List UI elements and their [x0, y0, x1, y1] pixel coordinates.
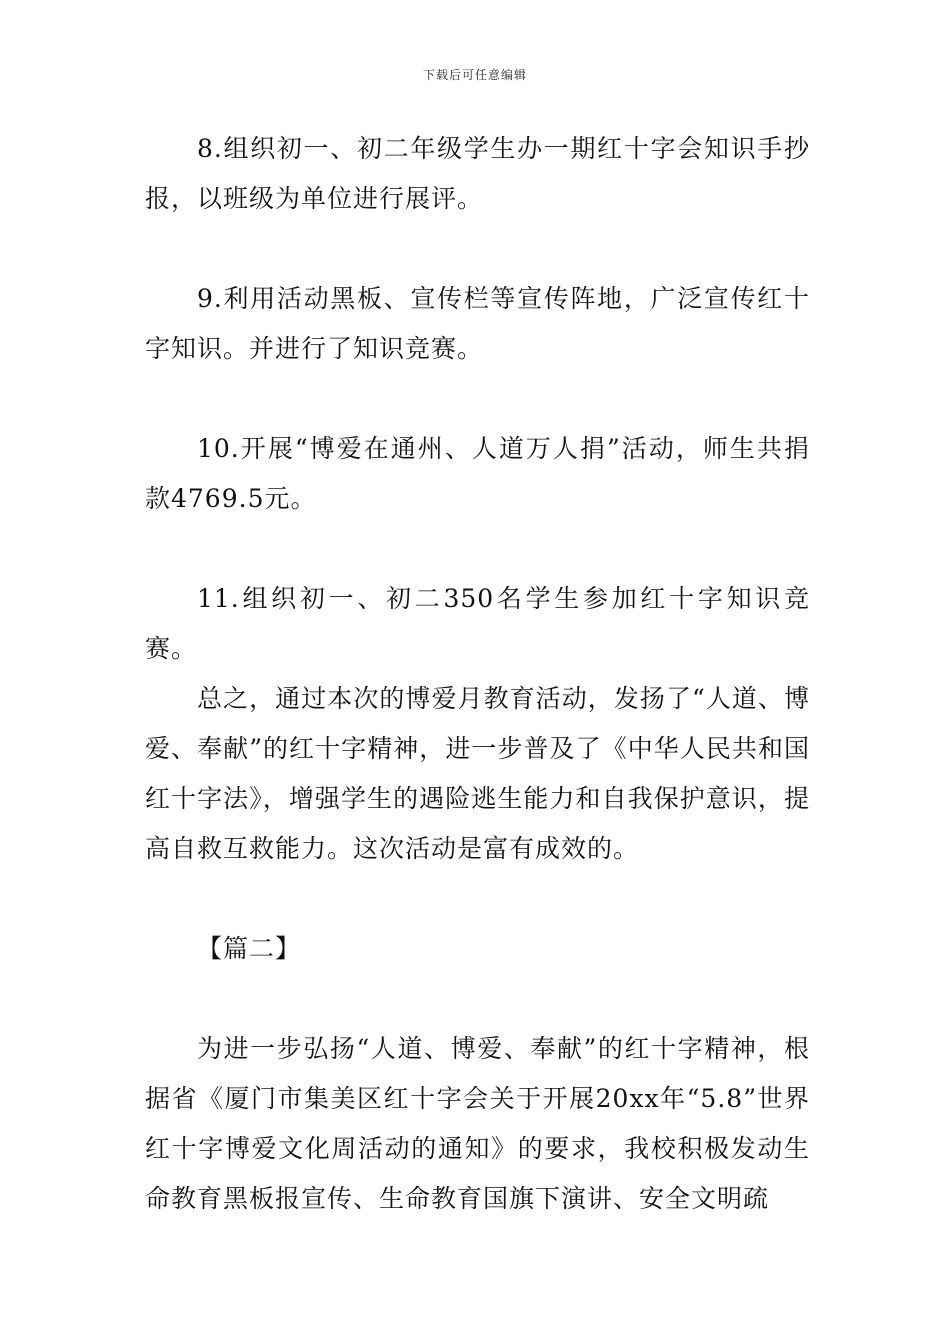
paragraph-item-11: 11.组织初一、初二350名学生参加红十字知识竞赛。 — [145, 584, 810, 663]
section-heading: 【篇二】 — [197, 934, 302, 963]
paragraph-item-10: 10.开展“博爱在通州、人道万人捐”活动，师生共捐款4769.5元。 — [145, 434, 810, 513]
page-header: 下载后可任意编辑 — [422, 68, 527, 82]
paragraph-summary: 总之，通过本次的博爱月教育活动，发扬了“人道、博爱、奉献”的红十字精神，进一步普及了《中华人民共和国红十字法》，增强学生的遇险逃生能力和自我保护意识，提高自救互救能力。这次活动是富有成效的。 — [145, 684, 810, 863]
paragraph-section-two-intro: 为进一步弘扬“人道、博爱、奉献”的红十字精神，根据省《厦门市集美区红十字会关于开展20xx年“5.8”世界红十字博爱文化周活动的通知》的要求，我校积极发动生命教育黑板报宣传、生命教育国旗下演讲、安全文明疏 — [145, 1034, 810, 1213]
paragraph-item-8: 8.组织初一、初二年级学生办一期红十字会知识手抄报，以班级为单位进行展评。 — [145, 134, 810, 213]
paragraph-item-9: 9.利用活动黑板、宣传栏等宣传阵地，广泛宣传红十字知识。并进行了知识竞赛。 — [145, 284, 810, 363]
